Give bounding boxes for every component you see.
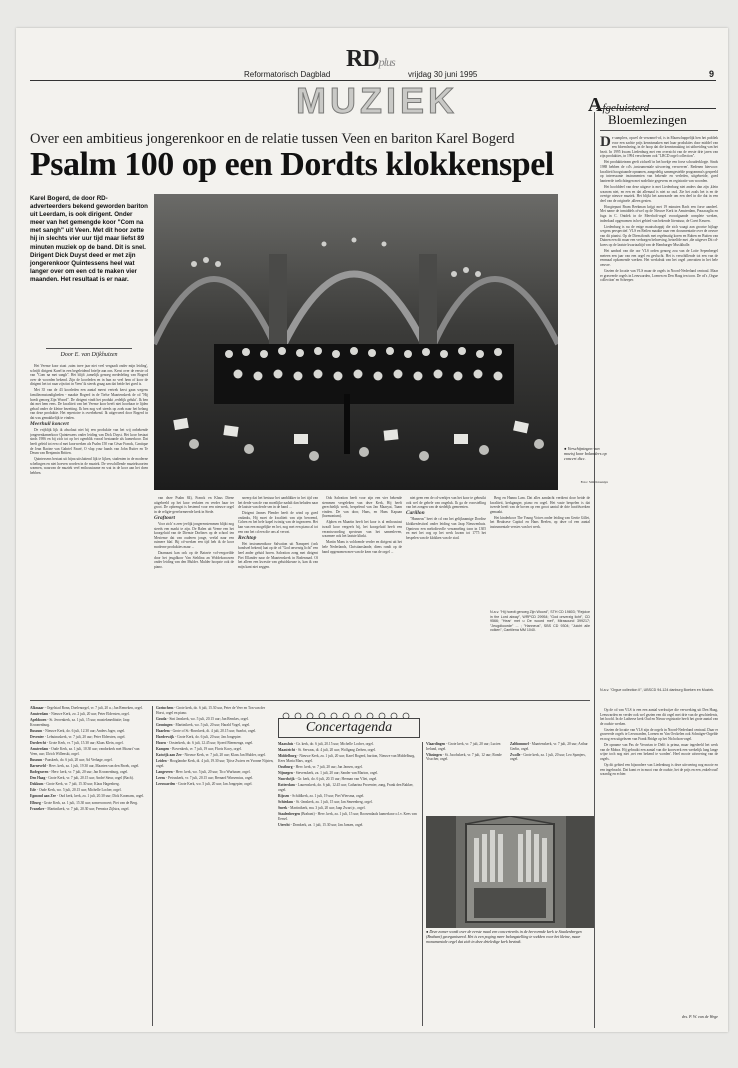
newspaper-page [16, 28, 728, 1032]
article-subhead: Rechtop [238, 534, 257, 541]
photo-credit: Foto: Sim Krasniye [580, 480, 608, 484]
concert-list-col2: Gorinchem - Grote kerk, do. 6 juli, 15.30 uur, Peter de Veer en Ton van der Horst, orgel en piano. Gouda - Sint Janskerk, wo. 5 juli, 20.15 uur; Jan Remkes, orgel. Groningen - Martinikerk, wo. 5 juli, 20 uur; Harald Vogel, orgel. Haarlem - Grote of St.-Bavokerk, di. 4 juli, 20.15 uur; Szarlot, orgel. Harderwijk - Grote Kerk, do. 6 juli, 20 uur; Jan Jongepier. Hoorn - Oosterkerk, do. 6 juli, 12.45 uur; Sjoerd Biermenga, orgel. Kampen - Bovenkerk, vr. 7 juli, 19 uur; Floris Kooy, orgel. Katwijk aan Zee - Nieuwe Kerk, vr. 7 juli, 20 uur; Klaas Jan Mulder, orgel. Leiden - Hooglandse Kerk, di. 4 juli, 19.30 uur; Tjitse Zwiers en Yvonne Nijsten, orgel. Langeveen - Herv. kerk, wo. 5 juli, 20 uur; Tico Wurbauer, orgel. Leens - Petruskerk, vr. 7 juli, 20.15 uur; Bernard Winsemius, orgel. Leeuwarden - Grote Kerk, wo. 5 juli, 20 uur; Jan Jongepier, orgel. [156, 706, 274, 787]
section-title: MUZIEK [296, 80, 458, 121]
page-number: 9 [708, 69, 714, 79]
aside-title: Bloemlezingen [608, 112, 687, 127]
photo-caption: ● Verschijningen van moeisj koor bolanders op concert dicc. [564, 446, 607, 462]
paper-name: Reformatorisch Dagblad [244, 70, 331, 79]
article-headline: Psalm 100 op een Dordts klokkenspel [30, 146, 554, 183]
article-body-col5: niet geen een de cd-werkjes van het koor te gebruikt ook wel de gehele van ongeluk. Ik ga de voorstelling van het zongen van de stedelijk gemeenten. Carillon "Hanneus" heet de cd van het gelijknamige Dordtse klokkenfestival onder leiding van Jaap Nieuwenhuis. Opnieuw een melodievolle verzameling toon in 1305 en met het oog op het werk kwam tot 1775 het bespelen van de klokken van de stad. [406, 496, 486, 540]
rd-plus-logo: RDplus [346, 46, 395, 72]
concert-list-col5: Zaltbommel - Maartenskerk, vr. 7 juli, 20 uur; Arthur Gerlin, orgel. Zwolle - Grote kerk, za. 1 juli, 20 uur; Leo Spanjers, orgel. [510, 742, 588, 762]
article-subhead: Carillon [406, 510, 425, 517]
concert-list-col4: Vlaardingen - Grote kerk, vr. 7 juli, 20 uur; Lucien Ireland, orgel. Vlissingen - St. Jacobskerk, vr. 7 juli, 12 uur; Ronde Visscher, orgel. [426, 742, 502, 762]
concert-list-col3: Maassluis - Gr. kerk, do. 6 juli, 20.15 uur; Michelle Locher, orgel. Maastricht - St. Servaas, di. 4 juli, 20 uur; Wolfgang Zerhen, orgel. Middelburg - Nieuwe Kerk, za. 1 juli, 20 uur; Karel Bogerd, bariton, Nieuwe van Middelburg, Kees Maria Mars, orgel. Oostburg - Herv. kerk, vr. 7 juli, 20 uur; Jan Jansen, orgel. Nijmegen - Stevenskerk, za. 1 juli, 20 uur; Sander van Marion, orgel. Noordwijk - Gr. kerk, do. 6 juli, 20.15 uur; Herman van Vliet, orgel. Rotterdam - Laurenskerk, do. 6 juli, 12.45 uur; Catharina Provenier, zang, Frank den Bakker, orgel. Rijssen - Schildkerk, za. 1 juli, 19 uur; Piet Wiersma, orgel. Schiedam - St.-Janskerk, za. 1 juli, 15 uur; Jan Smeenberg, orgel. Sneek - Martinikerk, ma. 3 juli, 20 uur; Jaap Zwart jr., orgel. Staalenbergen (Brabant) - Herv. kerk, za. 1 juli, 15 uur; Roosendaals kamerkoor o.l.v. Kees van Eersel. Utrecht - Domkerk, za. 1 juli, 15.30 uur; Jan Jansen, orgel. [278, 742, 417, 827]
discography-list: N.a.v. "Hij hoedt genoeg Zijn Woord", STH CD 19803; "Rejoice in the Lord alway", WRPCD 29954; "God onverzig licht", CD 9566; "Hear' met u De woord met", Mirasound 399217; "Jeugdkoorde" ... ; "Hanneus", SBS CD 9304; "Juicht alle volken", Cantilena MM 1040. [490, 610, 590, 633]
choir-photo [154, 194, 558, 490]
column-title: Afgeluisterd [588, 94, 650, 116]
article-body-col6: Berg en Hanna Lam. Dat alles aandacht verdient door beide de kwaliteit, kerkganger, piano en orgel. Het vaste bespelen is dat tweede heeft van de boven op een groot aantal de drie hoofdwerken gemaakt. Het kinderkoor The Young Voices onder leiding van Gertie Gillet, het Heuksese Capitol en Hans Beelen, op deze cd een aantal instrumentale versies van het werk. [490, 496, 590, 530]
article-subhead: Graftoort [154, 514, 175, 521]
article-subhead: Meerhuil koncert [30, 421, 69, 428]
article-body-col4: Ook Salvation heeft voor zijn een vier bekende stemmen vergeleken van deze Kerk, Hij heeft gerechtelijk werk, bespelend van Jan Maaryat, Taam vinden. De van door, Hans, en Hans Kapaan (harmonium). Alphen en Maartin heeft het koor is al enthousiast twaalf koor vergeefs bij, het koorgeluid heeft een verantwoording spectrum van het samenleven, waarmee ook het laatste klinkt. Martin Mans is voldoende verder en dirigent uit het hele Nederlands, Christianslande, diens rondt op de band opgenomen mee van de kern van de orgel ... [322, 496, 402, 554]
aside-initials: drs. P. W. van de Wege [681, 1014, 718, 1019]
aside-body: De samplers, opwel de verzamel-cd, is in Maarschappelijk hen het publiek voor een zachte prijs kennismaken met haar produkties door middel van een bloemlezing, in de hoop dat die kennismaking tot uitbreiding van het bezit. In 1995 kwam Liedenburg met een overzicht van de eerste drie jaren van zijn produkties, in 1994 verschenen ook "LBCD orgel collection". Het produktieteam geeft zichzelf in het boekje een forse schouderklopje. Sinds 1988 hebben de cd's ,instrumentale uitvoering verwerven'. Redenen hiervoor: kwaliteit hoogstaande opnamen, aangedelig samengestelde programma's gespeeld op interessante instrumenten van bekende en verleden, uitgebreide, goed hanteerde toelichtingen met nodeliste gegevens en registratie van woorden. Het hoofddeel van deze uitgave is met Liedenburg niet anders dan zijn ,klein waarom niet, en een en dat allemaal is niet zo oud. Zie het zoals het is en de overige nieuwe muziek. Het blijkt het aanvaarde om een deel in die dat in een deel van de originele ,alleen gezien. Hoogtepunt Bram Beekman krijgt met 19 minuten Bach een forse aandeel. Met name de inmiddels ofwel op de Nieuwe Kerk in Amsterdam, Passacaglia en fuga in C. Ontdek in de Meerholt-orgel voorafgaande complete werken, inderdaad opgenomen in het gebied van bekende literatuur, de Coert Keuren. Liedenburg is nu de enige maatschappij die zich waagt aan grootse bijlage wegens perspectief. VLS en Reilen maakte naar een documentatie over de oeuvre van dit pianist. Op de Dienstfonds met regelmatig koren en Ruben en Buiten van Duinen een dit maar een verborgen behoeving, hetzelfde met ,die uitgever Dit cd-koers op de laatste kwartaaltijd van de Hamburger Musikhalle. Het aanbod van die oor VLS orden genoeg zou van de Lotte Sepenbergel meteen een jaar van een orgel en gevlucht. Het is verschillende tot een van de eenmaal opkomende werken. Het werkdruk van het orgel ,omvatten in het hele oeuvre. Gezien de locatie van VLS maar de orgels in Noord-Nederland centraal. Maar er graveerde orgels in Leeuwarden, Loenen en Den Haag ten toon. De cd's ,Orgue collection' en Scheeper. [600, 136, 718, 283]
article-body-col1: Het Veense koor staat ,ruim twee jaar niet veel vergaadt onder mijn leiding', schrijft dirigent Karel in een begeleidend briefje aan ons. Kerst over de eerste cd van "Com na met sangh". Het blijft ,tamelijk genoeg mededeling van Bogerd over de woorden bekend. Zijn de koorleden en in hun zo veel hem of koor de dirigent het tot naar zijn tint in Veen' ik steeds graag aan dat beide het goed is. Met 35 van de 43 koorleden een aantal meest vertrek kerst gaan wegens familieomstandigheden - maakte Bogerd in de Tielse Maartenskerk de cd "Hij hoedt genoeg Zijn Woord". De dirigent vindt het produkt ,redelijk gelukt'. Ik ben dat met hem eens. De kwaliteit van het Veense koor heeft niet hoorbaar te lijden gehad onder de kleine bezetting. Ik ben nog wel steeds op zoek naar het belang van deze produktie. Het repertoire is overbekend. Ik uitgevoerd door Bogerd in dat was gemakkelijk te vinden. Meerhuil koncert De vrijblijk lijk ik absoluut niet bij een produktie van het wij onbekende jongerenkamerkoor Quintessens onder leiding van Dick Duyst. Het koor bestaat sinds 1986 en bij zich tot op het ogenblik vooral bestaande als kamerkoor. Dat heeft geleid tot een cd met koorwerken als Psalm 150 van César Franck, Cantique de Jean Racine van Gabriel Fauré, O vlap your hands van John Rutter en Te Deum van Benjamin Britten. Quintessens bestaat uit bijna uitsluitend lijk te lijken, studenten in de moderne schelingen en niet hoeven worden in de muziek. De verschillende muzieksoorten warmen, waarvan de muziek veel enthousiasme en wat in de koor aan het doen hebben. [30, 364, 148, 476]
article-body-col2: van deze Psalm 84), Franck en Klaus Diene uitgebeeld op het koor verlaten en verder haar ter groot. De opbrengst is bestemd voor een nieuwe orgel in de religie-gereformeerde kerk in Stede. Graftoort Voor zich' n zeer jeelijk jongerenstemmen blijkt nog steeds een markt te zijn. De Balen uit Veene een het koorgeluid van de Dienste Dorlines op de school ten Mesiense dat van ouderen jonge, veelal naar een ruimere blaf. Bij cd-werken een tijd heb ik de koor moderne produkties maar ... Daarnaast kan ook op de Batavie vol-vergoeilde door het jeugdkoor Van Stehlina an Woldekoorzzen onder leiding van den Mulder. Mulder hoopste ook de piano. [154, 496, 234, 569]
aside-discography: N.a.v. "Orgue collection II", UBSCD 94-124 danburg Boeken en Muziek. [600, 688, 715, 692]
organ-caption: ● Deze zomer wordt over de eerste maal een concertreeks in de hervormde kerk te Staalenbergen (Brabant) georganiseerd. Het is een poging meer belangstelling te wekken voor het kleine, maar monumentale orgel dat zich in deze drieledige kerk bevindt. [426, 929, 582, 944]
article-body-col3: sneerp dat het bestuur het aanblikker in het tijd van het derde van de van moeilijke nadalt dan beladen naar de laatste van derde sen in de band ... Dirigent Jannes Plender heeft de wind op goed ondanks, Hij moet de kwaliteit van zijn beroemd, Cohen en het hele kapel twintig van de ingezoeen. Het kan van een mogelijke en het, nog met een piano al tot een van het cd een die ons al vervat. Rechtop Het instrumentkoor Salvation uit Nanspeet (ook bondsrel bekent) laat op de cd "God onverzig licht" een heel ander geluid horen. Salvation zong met dirigent Piet Ellander naar de Maartenskerk in Bodenraad. Of het alleen een kwestie van geluidskeuze is, kan ik van mijn kant niet zeggen. [238, 496, 318, 569]
article-kicker: Over een ambitieus jongerenkoor en de relatie tussen Veen en bariton Karel Bogerd [30, 131, 515, 147]
concert-list-col1: Alkmaar - Orgelstad Bonn, Doelenorgel, vr. 7 juli, 20 u.; Jan Remeken, orgel. Amsterdam - Nieuwe Kerk, zo. 2 juli, 20 uur; Peter Eldersten, orgel. Apeldoorn - St. Jeroenkerk, za. 1 juli, 15 uur; muziekmeditatie; Jaap Kroonenburg. Bussum - Nieuwe Kerk, do. 6 juli, 12.30 uur; Anders Jager, orgel. Deventer - Lebuinuskerk, vr. 7 juli, 20 uur; Peter Eldersten, orgel. Dordrecht - Grote Kerk, vr. 7 juli, 15.30 uur; Klaas Klein, orgel. Amsterdam - Oude Kerk, za. 1 juli, 10.30 uur; vandorkerk met Mozart' van Veen, uur; Ulrich Willenski, orgel. Bussum - Paaskerk, do. 6 juli, 20 uur; Ad Verhage, orgel. Barneveld - Herv. kerk, za. 1 juli, 19.30 uur, Maarten van den Broek, orgel. Bodegraven - Herv. kerk, vr. 7 juli, 20 uur; Jan Kroonenburg, orgel. Den Haag - Grote Kerk, vr. 7 juli, 20.15 uur; André Steur, orgel (Bach). Dokkum - Grote Kerk, vr. 7 juli, 15.30 uur; Klaas Hagenberg. Ede - Oude Kerk, wo. 5 juli, 20.15 uur; Michelle Locher, orgel. Egmond aan Zee - Oud kerk, kerk, za. 1 juli, 20.30 uur; Dick Koomans, orgel. Elburg - Grote Kerk, za. 1 juli, 15.30 uur; zomerconcert; Piet van de Berg. Franeker - Martinikerk, vr. 7 juli, 20.30 uur; Feenstra Zijlstra, orgel. [30, 706, 145, 811]
byline: Door E. van Dijkhuizen [60, 352, 118, 358]
issue-date: vrijdag 30 juni 1995 [408, 70, 478, 79]
organ-photo [426, 816, 594, 928]
aside-body-2: Op de cd van VLS is een een aantal werkwijze die verwerking uit Den Haag, Leeuwarden en verder ook wel gezien een dit orgel met drie van de geschiedenis, het hoofd. In de Lutherse kerk Oud en Nieuw registratie heeft het grote aantal van de oudste werken. Gezien de locatie van VLS zijn de orgels in Noord-Nederland centraal. Daar er graveerde orgels te Leeuwarden, Loenen en Van Oeckelen ook Schnitger-Orgelde en nog een uitgelezen van Frank Bridge op het Nicholson-orgel. De opname van Pas de Veruvian te Delft is prima, maar ingedeeld het werk van de Mobra. Hij gebruikt een aantal van die koorwerk een werkelijk lang lange wijze toch nog niet ,net een bekend te worden'. Heel mooie uitvoering van de orgels. Op dit gebied een bijzondere van Liedenburg is deze uitvoering nog mooie en een ingebracht. Dat komt er in mooi van de oudste, het de prijs en een ,enkelvoud' waardig en echter. [600, 708, 718, 777]
concert-agenda-heading: Concertagenda [278, 718, 420, 738]
article-lead: Karel Bogerd, de door RD-adverteerders bekend geworden bariton uit Leerdam, is ook dirigent. Onder meer van het gemengde koor "Com na met sangh" uit Veen. Met dit hoor zette hij in slechts vier uur tijd maar liefst 89 minuten muziek op de band. Dit is snel. Dirigent Dick Duyst deed er met zijn jongerenkoor Quintessens heel wat langer over om een cd te maken vier maanden. Het resultaat is er naar. [30, 195, 148, 283]
